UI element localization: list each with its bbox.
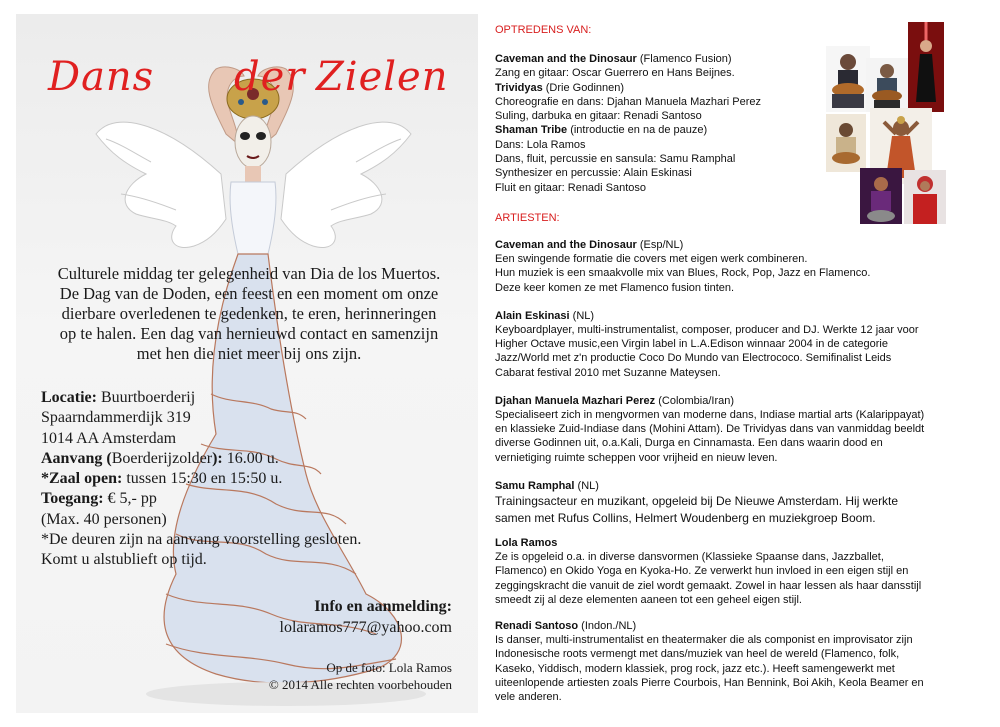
bio-line: smeedt zij al deze elementen aaneen tot een geheel eigen stijl. bbox=[495, 593, 802, 606]
address-street: Spaarndammerdijk 319 bbox=[41, 409, 191, 427]
contact-block bbox=[280, 596, 452, 638]
start-venue: Boerderijzolder bbox=[111, 449, 213, 467]
bio-line: vernietiging ruimte scheppen voor vrijheid en nieuw leven. bbox=[495, 451, 778, 464]
bio-line: Flamenco) en Okido Yoga en Kyoka-Ho. Ze verwerkt hun invloed in een eigen stijl en bbox=[495, 565, 909, 578]
title-word-1: Dans bbox=[48, 54, 155, 100]
bio-line: diverse Godinnen uit, o.a.Kali, Durga en Cinnamasta. Een dans waarin dood en bbox=[495, 437, 883, 450]
bio-line: Jazz/World met z'n productie Coco Do Mundo van Electrococo. Semifinalist Leids bbox=[495, 352, 892, 365]
admission-label: Toegang: bbox=[41, 490, 104, 508]
photo-percussionist bbox=[860, 168, 902, 224]
photo-dancer-red bbox=[908, 22, 944, 112]
artist-name: Caveman and the Dinosaur bbox=[495, 238, 637, 251]
location-line bbox=[41, 388, 461, 408]
photo-guitarist-2 bbox=[866, 58, 908, 112]
bio-line: Cabarat festival 2010 met Suzanne Mateysen. bbox=[495, 366, 721, 379]
bio-line: Higher Octave music,een Virgin label in L.A.Edison winnaar 2004 in de categorie bbox=[495, 338, 888, 351]
info-label: Info en aanmelding: bbox=[314, 598, 452, 615]
bio-line: Een swingende formatie die covers met eigen werk combineren. bbox=[495, 253, 808, 266]
performer-detail: Zang en gitaar: Oscar Guerrero en Hans Beijnes. bbox=[495, 67, 735, 80]
bio-line: Trainingsacteur en muzikant, opgeleid bij De Nieuwe Amsterdam. Hij werkte bbox=[495, 494, 899, 509]
photo-guitarist-1 bbox=[826, 46, 870, 112]
artist-name: Samu Ramphal bbox=[495, 479, 575, 492]
intro-line: met hen die niet meer bij ons zijn. bbox=[136, 344, 362, 363]
intro-line: op te halen. Een dag van hernieuwd contact en samenzijn bbox=[59, 324, 439, 343]
hall-open-line bbox=[41, 469, 461, 489]
max-capacity: (Max. 40 personen) bbox=[41, 510, 167, 528]
copyright: © 2014 Alle rechten voorbehouden bbox=[268, 677, 452, 692]
location-value: Buurtboerderij bbox=[96, 389, 196, 406]
bio-line: uiteenlopende artiesten zoals Pierre Courbois, Han Bennink, Boi Akih, Keola Beamer en bbox=[495, 676, 924, 689]
intro-line: Culturele middag ter gelegenheid van Dia de los Muertos. bbox=[57, 264, 441, 283]
performers-heading: OPTREDENS VAN: bbox=[495, 24, 592, 36]
artist-name: Renadi Santoso bbox=[495, 620, 579, 633]
photo-credit: Op de foto: Lola Ramos bbox=[326, 660, 452, 675]
artist-bio-large bbox=[495, 493, 990, 526]
doors-note: *De deuren zijn na aanvang voorstelling gesloten. bbox=[41, 531, 362, 549]
performer-photos bbox=[826, 18, 946, 224]
title-word-3: Zielen bbox=[316, 54, 449, 100]
performer-detail: Suling, darbuka en gitaar: Renadi Santoso bbox=[495, 110, 702, 123]
bio-line: vele anderen. bbox=[495, 691, 562, 704]
bio-line: Keyboardplayer, multi-instrumentalist, composer, producer and DJ. Werkte 12 jaar voor bbox=[495, 323, 919, 336]
hall-open-value: tussen 15:30 en 15:50 u. bbox=[122, 470, 283, 488]
admission-line bbox=[41, 489, 461, 509]
performer-detail: (Flamenco Fusion) bbox=[636, 53, 732, 65]
artist-bio bbox=[495, 536, 990, 607]
artist-origin: (Esp/NL) bbox=[636, 238, 684, 251]
artist-name: Alain Eskinasi bbox=[495, 309, 570, 322]
performer-detail: Fluit en gitaar: Renadi Santoso bbox=[495, 181, 647, 194]
event-info bbox=[41, 388, 461, 571]
artist-name: Djahan Manuela Mazhari Perez bbox=[495, 394, 656, 407]
hall-open-label: *Zaal open: bbox=[41, 470, 123, 488]
artist-name: Lola Ramos bbox=[495, 537, 558, 550]
performer-name: Caveman and the Dinosaur bbox=[495, 53, 637, 65]
intro-line: De Dag van de Doden, een feest en een moment om onze bbox=[59, 284, 439, 303]
performer-detail: Synthesizer en percussie: Alain Eskinasi bbox=[495, 167, 692, 180]
bio-line: Deze keer komen ze met Flamenco fusion tinten. bbox=[495, 281, 735, 294]
dress-bodice bbox=[230, 182, 276, 254]
bio-line: Kaseko, Yiddisch, modern klassiek, prog rock, jazz etc.). Heeft samengewerkt met bbox=[495, 662, 895, 675]
artist-bio bbox=[495, 394, 990, 465]
address-city: 1014 AA Amsterdam bbox=[41, 429, 177, 447]
artist-origin: (Colombia/Iran) bbox=[655, 394, 735, 407]
on-time-note: Komt u alstublieft op tijd. bbox=[41, 551, 207, 569]
start-label-end: ): bbox=[212, 449, 227, 467]
performer-detail: (Drie Godinnen) bbox=[542, 81, 625, 94]
artist-origin: (Indon./NL) bbox=[578, 620, 637, 633]
artist-bio bbox=[495, 479, 990, 493]
start-time-line bbox=[41, 449, 461, 469]
start-value: 16.00 u. bbox=[226, 449, 279, 467]
title-word-2: der bbox=[234, 54, 306, 100]
poster-panel bbox=[16, 14, 478, 713]
start-label: Aanvang ( bbox=[41, 449, 112, 467]
intro-line: dierbare overledenen te gedenken, te eren, herinneringen bbox=[61, 304, 437, 323]
bio-line: Is danser, multi-instrumentalist en theatermaker die als componist en improvisator zijn bbox=[495, 634, 913, 647]
artist-origin: (NL) bbox=[569, 309, 595, 322]
bio-line: samen met Rufus Collins, Helmert Woudenberg en muziekgroep Boom. bbox=[495, 510, 876, 525]
intro-text bbox=[38, 264, 460, 364]
performer-detail: Choreografie en dans: Djahan Manuela Mazhari Perez bbox=[495, 95, 761, 108]
location-label: Locatie: bbox=[41, 389, 97, 406]
bio-line: Indonesische roots vermengt met dans/muziek van heel de wereld (Flamenco, folk, bbox=[495, 648, 900, 661]
bio-line: Ze is opgeleid o.a. in diverse dansvormen (Klassieke Spaanse dans, Jazzballet, bbox=[495, 551, 884, 564]
performer-detail: Dans: Lola Ramos bbox=[495, 138, 586, 151]
bio-line: Hun muziek is een smaakvolle mix van Blues, Rock, Pop, Jazz en Flamenco. bbox=[495, 267, 871, 280]
admission-value: € 5,- pp bbox=[103, 490, 157, 508]
bio-line: en klassieke Zuid-Indiase dans (Mohini Attam). De Trividyas dans van vanmiddag beeldt bbox=[495, 423, 925, 436]
performer-detail: (introductie en na de pauze) bbox=[567, 124, 708, 137]
performer-name: Trividyas bbox=[495, 81, 543, 94]
artist-bio bbox=[495, 619, 990, 704]
artist-bio bbox=[495, 238, 990, 295]
performer-name: Shaman Tribe bbox=[495, 124, 568, 137]
face bbox=[235, 116, 271, 184]
credits bbox=[269, 659, 452, 693]
artists-heading: ARTIESTEN: bbox=[495, 211, 560, 224]
bio-line: zeggingskracht die vanuit de ziel wordt gemaakt. Zowel in haar lessen als haar dansstijl bbox=[495, 579, 922, 592]
artist-bio bbox=[495, 309, 990, 380]
performer-detail: Dans, fluit, percussie en sansula: Samu Ramphal bbox=[495, 153, 736, 166]
photo-flute-player bbox=[826, 114, 866, 172]
photo-musician-red bbox=[904, 170, 946, 224]
bio-line: Specialiseert zich in mengvormen van moderne dans, Indiase martial arts (Kalarippayat) bbox=[495, 409, 925, 421]
contact-email[interactable]: lolaramos777@yahoo.com bbox=[279, 619, 452, 636]
artist-origin: (NL) bbox=[574, 479, 599, 492]
